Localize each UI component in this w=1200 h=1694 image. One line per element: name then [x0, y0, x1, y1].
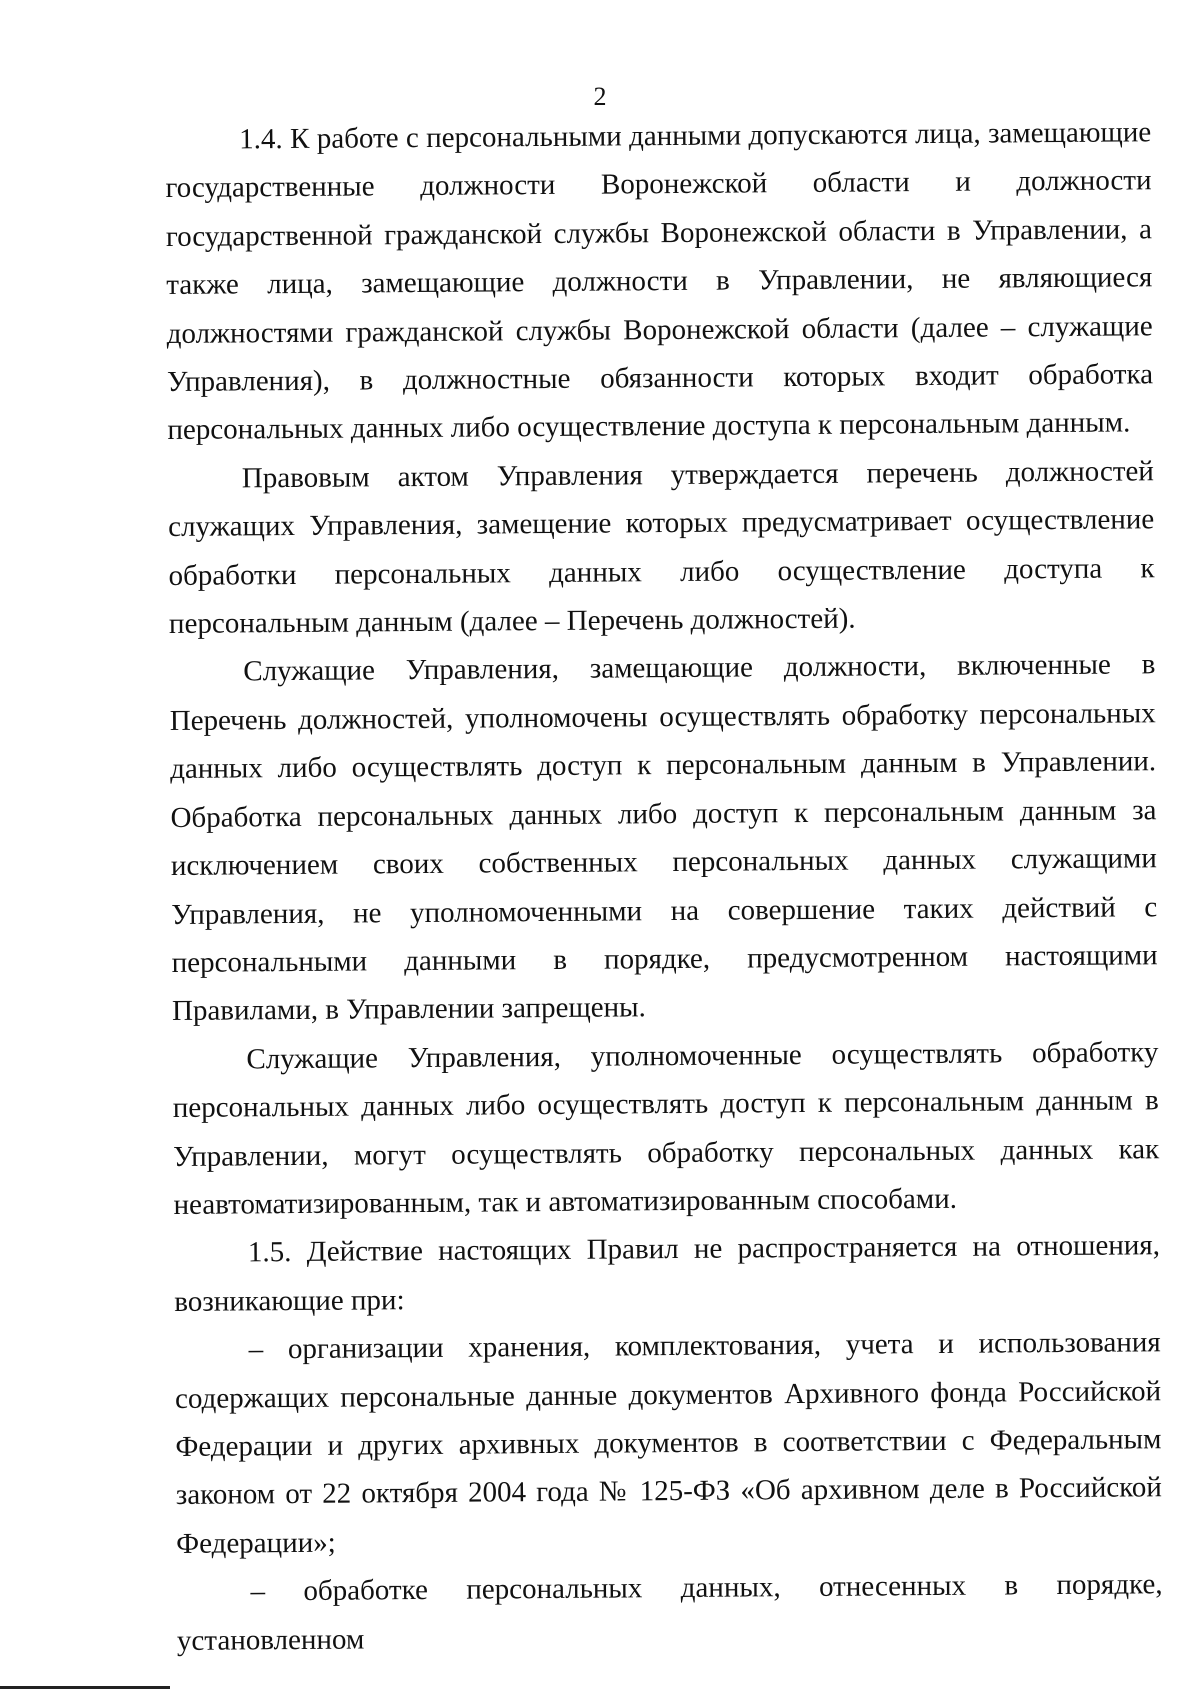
list-item-archive: – организации хранения, комплектования, учета и использования содержащих персональные данные документов Архивного фонда Российской Федерации и других архивных документов в соответствии с Федеральным законом от 22 октября 2004 года № 125-ФЗ «Об архивном деле в Российской Федерации»; — [174, 1326, 1162, 1560]
footnote-divider — [0, 1686, 170, 1689]
paragraph-1-5: 1.5. Действие настоящих Правил не распространяется на отношения, возникающие при: — [174, 1229, 1161, 1318]
paragraph-positions-list: Правовым актом Управления утверждается перечень должностей служащих Управления, замещение которых предусматривает осуществление обработки персональных данных либо осуществление доступа к персональным данным (далее – Перечень должностей). — [168, 455, 1155, 641]
list-item-processing: – обработке персональных данных, отнесенных в порядке, установленном — [176, 1568, 1163, 1657]
document-body — [165, 108, 1163, 1665]
paragraph-1-4: 1.4. К работе с персональными данными допускаются лица, замещающие государственные должности Воронежской области и должности государственной гражданской службы Воронежской области в Управлении, а также лица, замещающие должности в Управлении, не являющиеся должностями гражданской службы Воронежской области (далее – служащие Управления), в должностные обязанности которых входит обработка персональных данных либо осуществление доступа к персональным данным. — [165, 116, 1154, 447]
paragraph-authorized-employees: Служащие Управления, замещающие должности, включенные в Перечень должностей, уполномочены осуществлять обработку персональных данных либо осуществлять доступ к персональным данным в Управлении. Обработка персональных данных либо доступ к персональным данным за исключением своих собственных персональных данных служащими Управления, не уполномоченными на совершение таких действий с персональными данными в порядке, предусмотренном настоящими Правилами, в Управлении запрещены. — [169, 648, 1158, 1028]
paragraph-processing-methods: Служащие Управления, уполномоченные осуществлять обработку персональных данных либо осуществлять доступ к персональным данным в Управлении, могут осуществлять обработку персональных данных как неавтоматизированным, так и автоматизированным способами. — [172, 1035, 1160, 1221]
page-number: 2 — [593, 82, 607, 111]
